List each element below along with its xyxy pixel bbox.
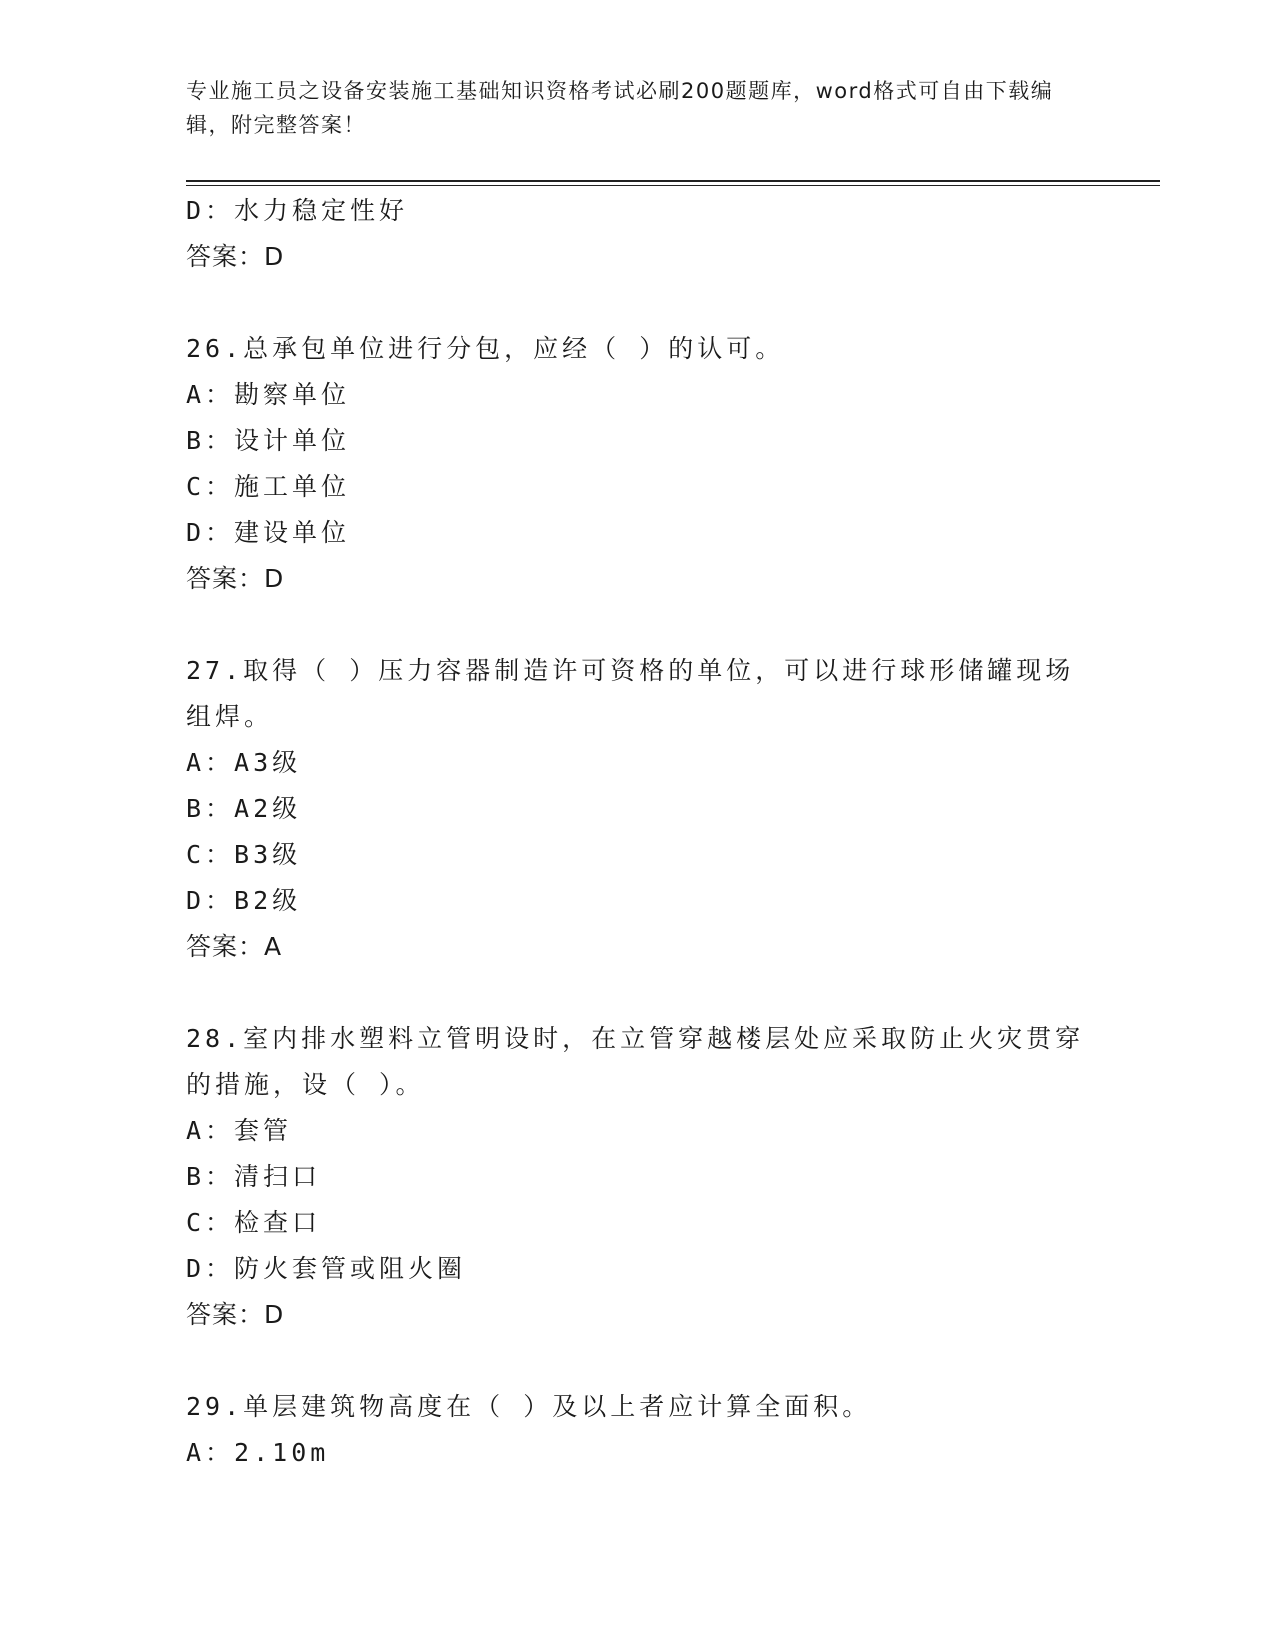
option-c: C：B3级 xyxy=(186,840,302,869)
question-27 xyxy=(186,648,1086,970)
document-header xyxy=(186,74,1086,142)
question-28 xyxy=(186,1016,1086,1338)
answer-line: 答案：D xyxy=(186,1300,285,1329)
carryover-block xyxy=(186,188,1086,280)
question-stem: 27.取得（ ）压力容器制造许可资格的单位，可以进行球形储罐现场组焊。 xyxy=(186,656,1075,731)
header-rule-thick xyxy=(186,180,1160,182)
question-stem: 29.单层建筑物高度在（ ）及以上者应计算全面积。 xyxy=(186,1392,872,1421)
option-a: A：勘察单位 xyxy=(186,380,351,409)
option-d: D：水力稳定性好 xyxy=(186,196,409,225)
header-rule-thin xyxy=(186,185,1160,186)
option-b: B：设计单位 xyxy=(186,426,351,455)
option-d: D：防火套管或阻火圈 xyxy=(186,1254,467,1283)
question-list xyxy=(186,188,1086,1476)
question-stem: 26.总承包单位进行分包，应经（ ）的认可。 xyxy=(186,334,785,363)
answer-line: 答案：A xyxy=(186,932,283,961)
option-a: A：套管 xyxy=(186,1116,293,1145)
option-d: D：建设单位 xyxy=(186,518,351,547)
option-c: C：检查口 xyxy=(186,1208,322,1237)
question-26 xyxy=(186,326,1086,602)
answer-line: 答案：D xyxy=(186,242,285,271)
option-a: A：A3级 xyxy=(186,748,302,777)
question-stem: 28.室内排水塑料立管明设时，在立管穿越楼层处应采取防止火灾贯穿的措施，设（ ）。 xyxy=(186,1024,1085,1099)
option-d: D：B2级 xyxy=(186,886,302,915)
option-c: C：施工单位 xyxy=(186,472,351,501)
question-29 xyxy=(186,1384,1086,1476)
option-b: B：A2级 xyxy=(186,794,302,823)
option-a: A：2.10m xyxy=(186,1438,330,1467)
header-title: 专业施工员之设备安装施工基础知识资格考试必刷200题题库，word格式可自由下载编辑，附完整答案！ xyxy=(186,79,1054,137)
option-b: B：清扫口 xyxy=(186,1162,322,1191)
answer-line: 答案：D xyxy=(186,564,285,593)
